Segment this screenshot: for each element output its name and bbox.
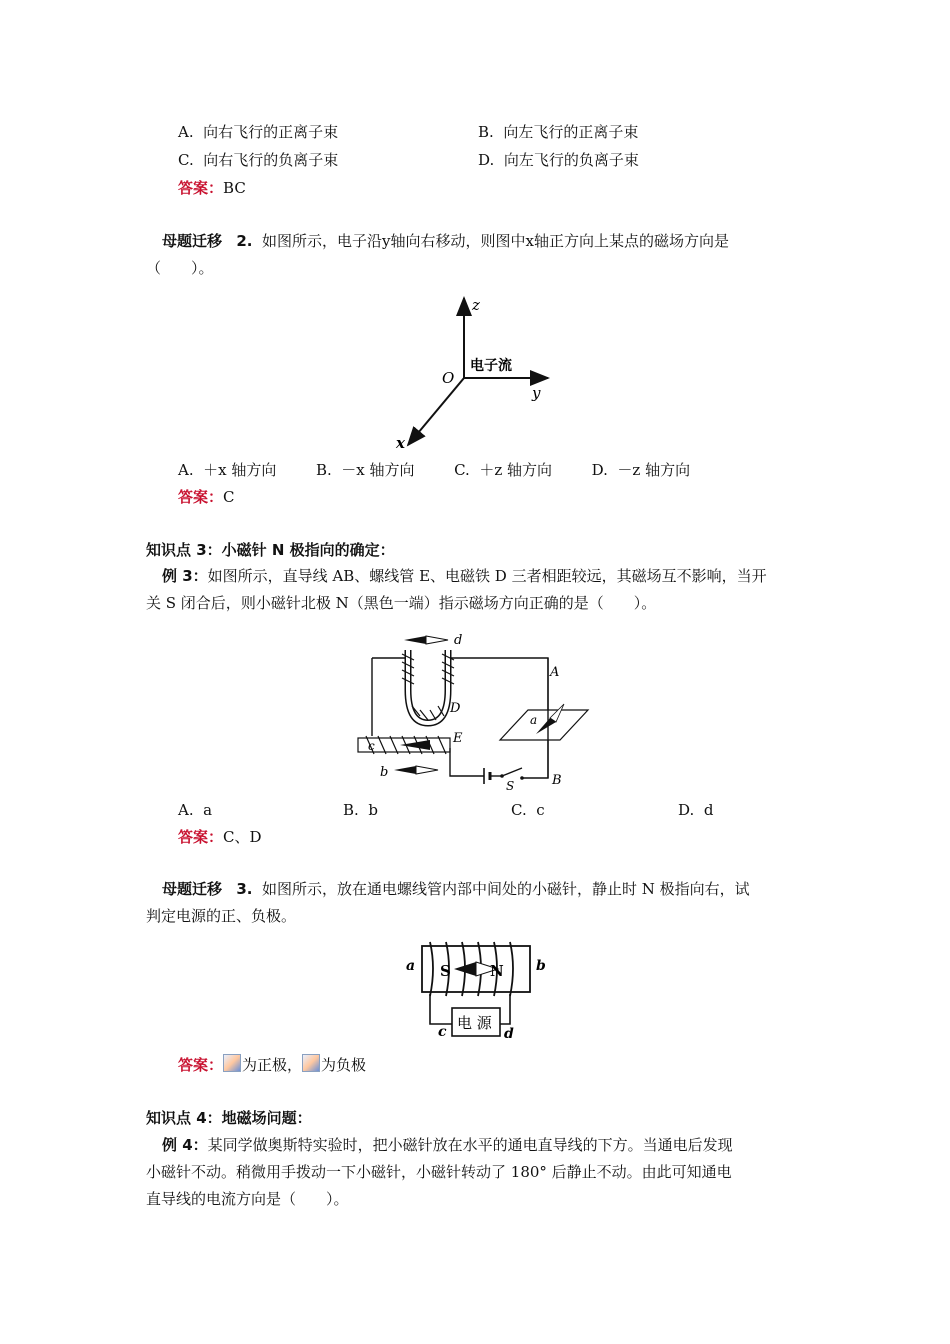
power-source-label: 电 源 [457,1014,492,1032]
q1-option-b: B. 向左飞行的正离子束 [478,123,639,141]
q3-tag: 母题迁移 [162,880,223,898]
k3-heading: 知识点 3：小磁针 N 极指向的确定： [146,541,395,559]
k3-option-d: D. d [678,801,714,819]
needle-d-dark [404,636,426,644]
broken-image-icon [302,1054,320,1072]
svg-text:b: b [380,765,389,780]
y-label: y [532,384,541,402]
k3-circuit-figure [350,628,600,790]
q2-answer [178,487,235,507]
k4-example-label: 例 4： [162,1136,208,1154]
origin-label: O [442,369,455,387]
q1-option-d: D. 向左飞行的负离子束 [478,151,639,169]
q2-option-b: B. －x 轴方向 [315,461,415,479]
answer-label: 答案： [178,828,224,846]
svg-text:A: A [550,665,560,680]
q3-answer: 答案： 为正极， 为负极 [178,1056,367,1074]
needle-b-dark [394,766,416,774]
q1-option-c: C. 向右飞行的负离子束 [178,151,339,169]
z-label: z [472,296,480,314]
q2-options [178,460,690,480]
broken-image-icon [223,1054,241,1072]
svg-text:c: c [438,1024,447,1040]
svg-text:B: B [552,773,562,788]
q2-option-a: A. ＋x 轴方向 [178,461,277,479]
q2-stem-text: 如图所示，电子沿y轴向右移动，则图中x轴正方向上某点的磁场方向是 [262,232,729,250]
q3-number: 3. [236,880,253,898]
q2-stem [146,228,811,282]
q2-number: 2. [236,232,253,250]
q2-option-c: C. ＋z 轴方向 [454,461,553,479]
electron-flow-label: 电子流 [470,358,512,374]
answer-label: 答案： [178,488,224,506]
needle-b-light [416,766,438,774]
k3-example-label: 例 3： [162,567,208,585]
k4-stem: 例 4：某同学做奥斯特实验时，把小磁针放在水平的通电直导线的下方。当通电后发现 小磁针不动。稍微用手拨动一下小磁针，小磁针转动了 180° 后静止不动。由此可知通电 直导线的电流方向是（ ）。 [146,1136,733,1208]
svg-text:d: d [504,1026,514,1042]
x-label: x [396,434,405,450]
switch-s [502,768,522,776]
needle-d-light [426,636,448,644]
svg-text:S: S [506,779,515,790]
svg-text:a: a [530,713,538,727]
q2-stem-tail: （ ）。 [146,259,214,277]
k3-option-c: C. c [511,801,545,819]
svg-text:c: c [368,739,375,753]
q3-solenoid-figure [400,938,560,1044]
svg-text:d: d [454,633,463,648]
svg-text:b: b [536,958,546,974]
q2-tag: 母题迁移 [162,232,223,250]
k4-heading: 知识点 4：地磁场问题： [146,1109,312,1127]
q2-option-d: D. －z 轴方向 [591,461,691,479]
answer-value: C [223,488,235,506]
k3-option-a: A. a [178,801,213,819]
q3-stem: 母题迁移 3. 如图所示，放在通电螺线管内部中间处的小磁针，静止时 N 极指向右，试 判定电源的正、负极。 [146,880,750,925]
svg-text:S: S [440,962,451,980]
answer-value: C、D [223,828,262,846]
k3-stem: 例 3：如图所示，直导线 AB、螺线管 E、电磁铁 D 三者相距较远，其磁场互不影响，当开 关 S 闭合后，则小磁针北极 N（黑色一端）指示磁场方向正确的是（ ）。 [146,567,767,612]
svg-text:N: N [490,962,504,980]
answer-value: BC [223,179,246,197]
svg-text:D: D [450,701,461,716]
k3-answer [178,827,262,847]
q2-axes-figure [380,290,560,450]
k3-option-b: B. b [343,801,378,819]
x-axis [408,378,464,445]
svg-text:E: E [453,731,463,746]
answer-label: 答案： [178,1056,224,1074]
answer-label: 答案： [178,179,224,197]
svg-text:a: a [406,958,416,974]
q1-answer [178,178,246,198]
q1-option-a: A. 向右飞行的正离子束 [178,123,339,141]
